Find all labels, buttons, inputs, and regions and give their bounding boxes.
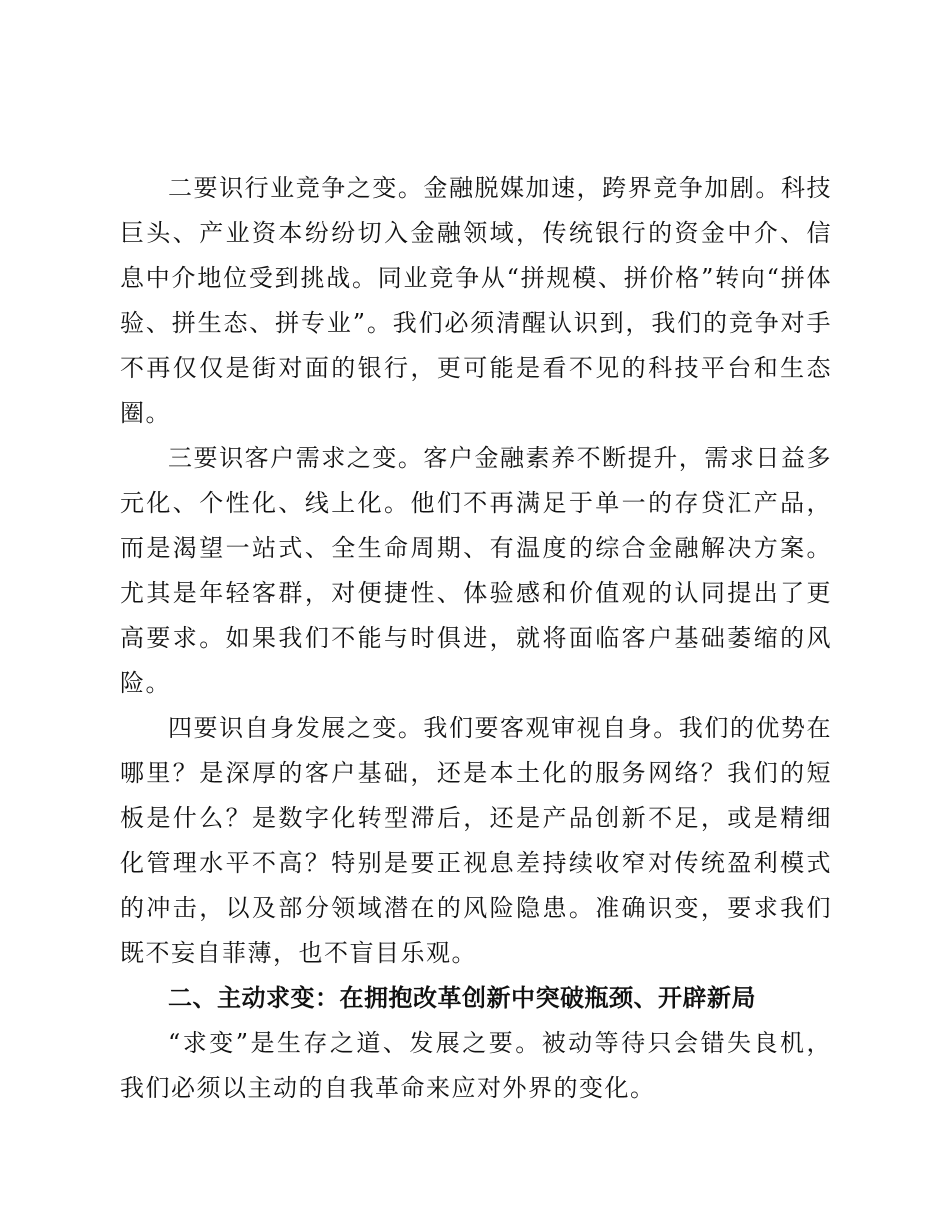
paragraph-industry-competition: 二要识行业竞争之变。金融脱媒加速，跨界竞争加剧。科技巨头、产业资本纷纷切入金融领域，传统银行的资金中介、信息中介地位受到挑战。同业竞争从“拼规模、拼价格”转向“拼体验、拼生态、拼专业”。我们必须清醒认识到，我们的竞争对手不再仅仅是街对面的银行，更可能是看不见的科技平台和生态圈。: [120, 174, 832, 427]
document-body: [120, 166, 832, 1111]
paragraph-seeking-change: “求变”是生存之道、发展之要。被动等待只会错失良机，我们必须以主动的自我革命来应对外界的变化。: [120, 1029, 832, 1102]
section-heading: 二、主动求变：在拥抱改革创新中突破瓶颈、开辟新局: [168, 984, 756, 1012]
paragraph-self-development: 四要识自身发展之变。我们要客观审视自身。我们的优势在哪里？是深厚的客户基础，还是本土化的服务网络？我们的短板是什么？是数字化转型滞后，还是产品创新不足，或是精细化管理水平不高？特别是要正视息差持续收窄对传统盈利模式的冲击，以及部分领域潜在的风险隐患。准确识变，要求我们既不妄自菲薄，也不盲目乐观。: [120, 714, 832, 967]
paragraph-customer-demand: 三要识客户需求之变。客户金融素养不断提升，需求日益多元化、个性化、线上化。他们不再满足于单一的存贷汇产品，而是渴望一站式、全生命周期、有温度的综合金融解决方案。尤其是年轻客群，对便捷性、体验感和价值观的认同提出了更高要求。如果我们不能与时俱进，就将面临客户基础萎缩的风险。: [120, 444, 832, 697]
